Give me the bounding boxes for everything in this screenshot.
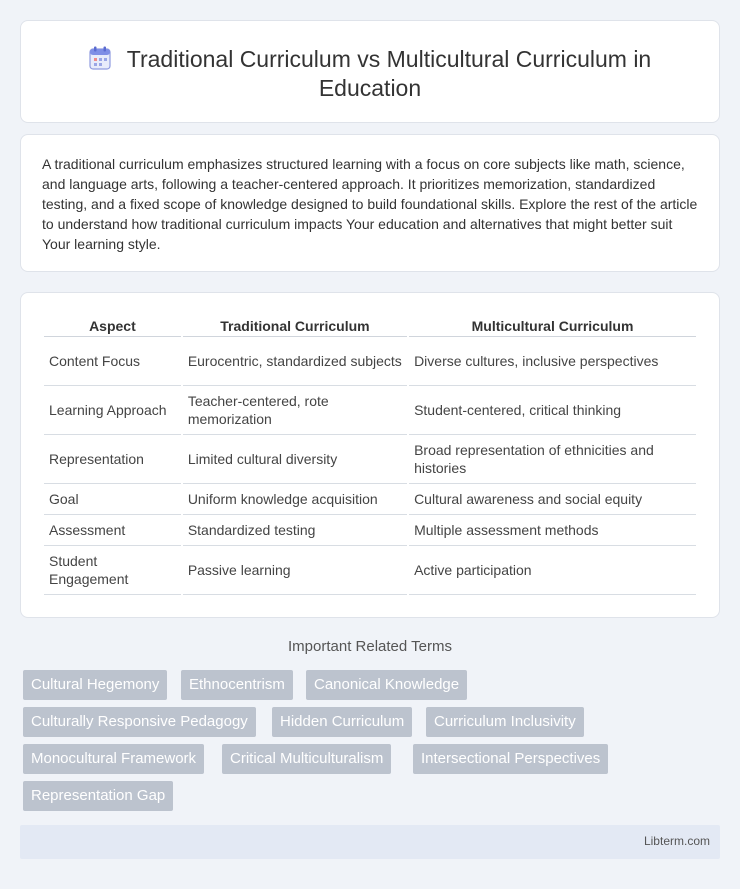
page-title xyxy=(21,45,719,103)
cell-aspect: Representation xyxy=(44,435,181,484)
table-row xyxy=(44,515,696,546)
cell-multicultural: Diverse cultures, inclusive perspectives xyxy=(409,337,696,386)
calendar-icon xyxy=(89,46,111,70)
tag-cultural-hegemony[interactable]: Cultural Hegemony xyxy=(23,670,167,700)
cell-multicultural: Student-centered, critical thinking xyxy=(409,386,696,435)
related-terms-heading: Important Related Terms xyxy=(288,638,452,655)
tag-ethnocentrism[interactable]: Ethnocentrism xyxy=(181,670,293,700)
cell-traditional: Eurocentric, standardized subjects xyxy=(183,337,407,386)
header-traditional: Traditional Curriculum xyxy=(183,315,407,337)
cell-traditional: Standardized testing xyxy=(183,515,407,546)
cell-traditional: Passive learning xyxy=(183,546,407,595)
cell-aspect: Student Engagement xyxy=(44,546,181,595)
table-row xyxy=(44,386,696,435)
table-header-row xyxy=(44,315,696,337)
table-row xyxy=(44,546,696,595)
cell-aspect: Learning Approach xyxy=(44,386,181,435)
cell-traditional: Uniform knowledge acquisition xyxy=(183,484,407,515)
tag-culturally-responsive-pedagogy[interactable]: Culturally Responsive Pedagogy xyxy=(23,707,256,737)
comparison-card xyxy=(20,292,720,618)
cell-multicultural: Broad representation of ethnicities and histories xyxy=(409,435,696,484)
table-row xyxy=(44,484,696,515)
cell-aspect: Assessment xyxy=(44,515,181,546)
cell-aspect: Content Focus xyxy=(44,337,181,386)
tag-critical-multiculturalism[interactable]: Critical Multiculturalism xyxy=(222,744,391,774)
table-row xyxy=(44,337,696,386)
intro-card xyxy=(20,134,720,272)
tag-hidden-curriculum[interactable]: Hidden Curriculum xyxy=(272,707,412,737)
comparison-table xyxy=(42,315,698,595)
footer-site-link[interactable]: Libterm.com xyxy=(643,834,710,848)
cell-aspect: Goal xyxy=(44,484,181,515)
header-multicultural: Multicultural Curriculum xyxy=(409,315,696,337)
tag-monocultural-framework[interactable]: Monocultural Framework xyxy=(23,744,204,774)
tag-curriculum-inclusivity[interactable]: Curriculum Inclusivity xyxy=(426,707,584,737)
footer xyxy=(20,825,720,859)
cell-traditional: Teacher-centered, rote memorization xyxy=(183,386,407,435)
intro-paragraph: A traditional curriculum emphasizes structured learning with a focus on core subjects like math, science, and language arts, following a teacher-centered approach. It prioritizes memorization, standardized testing, and a fixed scope of knowledge designed to build foundational skills. Explore the rest of the article to understand how traditional curriculum impacts Your education and alternatives that might better suit Your learning style. xyxy=(42,156,698,252)
cell-multicultural: Cultural awareness and social equity xyxy=(409,484,696,515)
tag-canonical-knowledge[interactable]: Canonical Knowledge xyxy=(306,670,467,700)
tag-intersectional-perspectives[interactable]: Intersectional Perspectives xyxy=(413,744,608,774)
tag-representation-gap[interactable]: Representation Gap xyxy=(23,781,173,811)
table-row xyxy=(44,435,696,484)
header-aspect: Aspect xyxy=(44,315,181,337)
cell-multicultural: Multiple assessment methods xyxy=(409,515,696,546)
cell-traditional: Limited cultural diversity xyxy=(183,435,407,484)
page-title-text: Traditional Curriculum vs Multicultural Curriculum in Education xyxy=(126,46,652,101)
title-card xyxy=(20,20,720,123)
cell-multicultural: Active participation xyxy=(409,546,696,595)
